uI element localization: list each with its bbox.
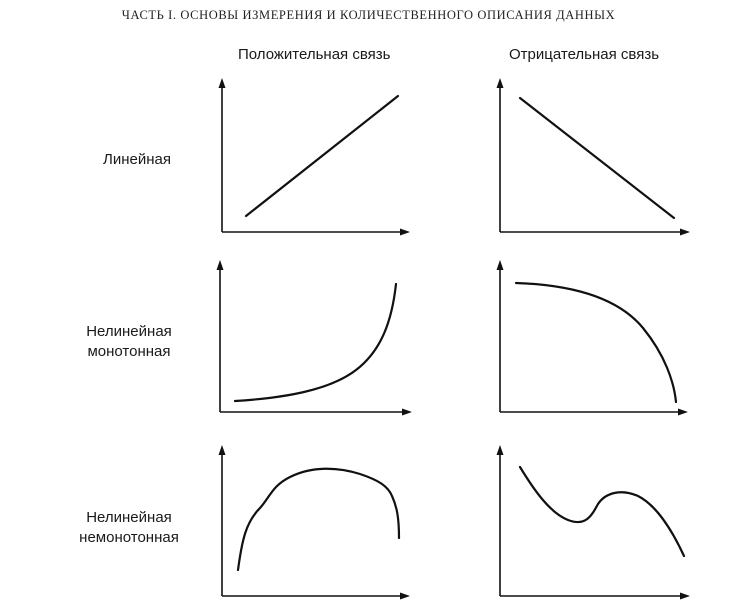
panel-positive-linear: [219, 78, 411, 236]
row-label-linear-line1: Линейная: [103, 151, 171, 168]
curve-negative-nonlinear-nonmonotonic: [520, 467, 684, 556]
y-axis-arrow: [219, 78, 226, 88]
x-axis-arrow: [678, 409, 688, 416]
x-axis-arrow: [680, 229, 690, 236]
running-head: ЧАСТЬ I. ОСНОВЫ ИЗМЕРЕНИЯ И КОЛИЧЕСТВЕННОГО ОПИСАНИЯ ДАННЫХ: [121, 8, 616, 22]
panel-negative-nonlinear-monotonic: [497, 260, 689, 416]
x-axis-arrow: [680, 593, 690, 600]
panel-positive-nonlinear-nonmonotonic: [219, 445, 411, 600]
x-axis-arrow: [402, 409, 412, 416]
column-heading-positive: Положительная связь: [238, 46, 391, 63]
y-axis-arrow: [497, 260, 504, 270]
curve-positive-nonlinear-nonmonotonic: [238, 469, 399, 570]
row-label-monotonic-line1: Нелинейная: [86, 323, 172, 340]
panel-negative-linear: [497, 78, 691, 236]
y-axis-arrow: [497, 78, 504, 88]
column-heading-negative: Отрицательная связь: [509, 46, 660, 63]
y-axis-arrow: [219, 445, 226, 455]
curve-positive-linear: [246, 96, 398, 216]
panel-positive-nonlinear-monotonic: [217, 260, 413, 416]
curve-negative-linear: [520, 98, 674, 218]
curve-positive-nonlinear-monotonic: [235, 284, 396, 401]
x-axis-arrow: [400, 229, 410, 236]
y-axis-arrow: [217, 260, 224, 270]
x-axis-arrow: [400, 593, 410, 600]
row-label-nonmonotonic-line2: немонотонная: [79, 529, 179, 546]
y-axis-arrow: [497, 445, 504, 455]
panel-negative-nonlinear-nonmonotonic: [497, 445, 691, 600]
row-label-monotonic-line2: монотонная: [87, 343, 171, 360]
row-label-nonmonotonic-line1: Нелинейная: [86, 509, 172, 526]
curve-negative-nonlinear-monotonic: [516, 283, 676, 402]
